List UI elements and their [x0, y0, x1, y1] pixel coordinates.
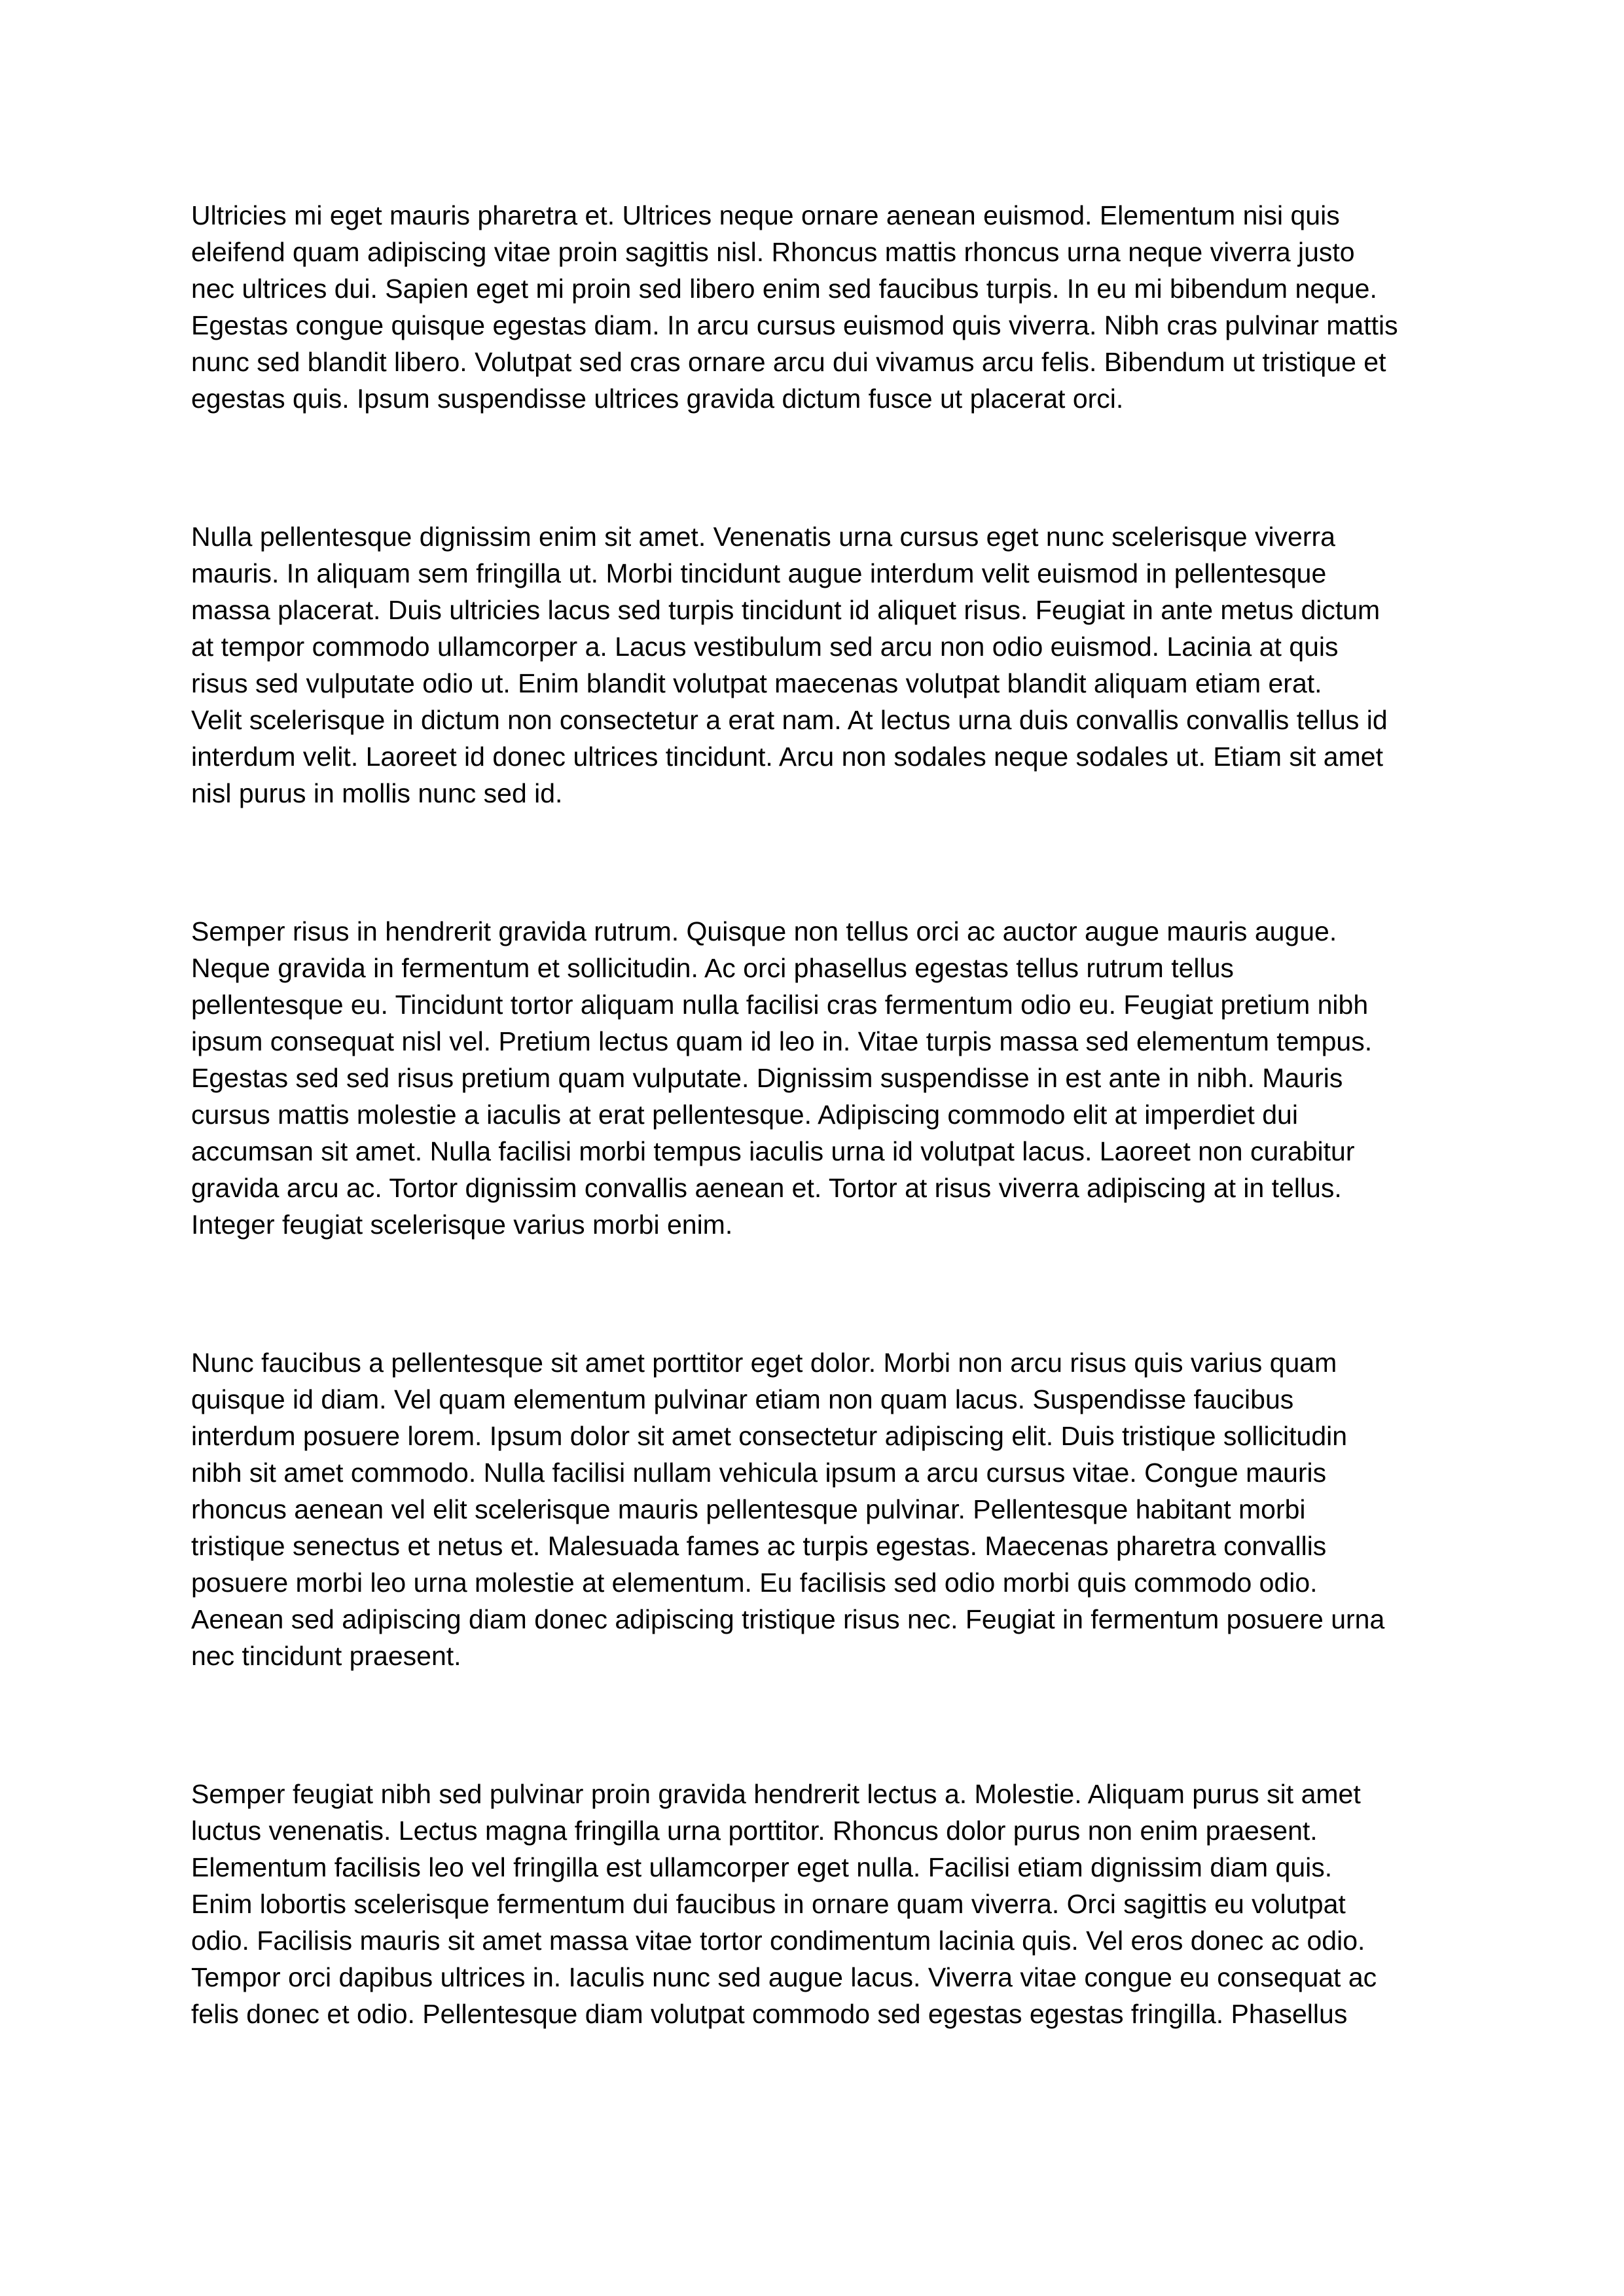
text-line: tristique senectus et netus et. Malesuada fames ac turpis egestas. Maecenas pharetra convallis [191, 1531, 1327, 1561]
text-line: Aenean sed adipiscing diam donec adipiscing tristique risus nec. Feugiat in fermentum posuere urna [191, 1604, 1385, 1634]
text-line: odio. Facilisis mauris sit amet massa vitae tortor condimentum lacinia quis. Vel eros donec ac odio. [191, 1926, 1365, 1956]
text-line: nibh sit amet commodo. Nulla facilisi nullam vehicula ipsum a arcu cursus vitae. Congue mauris [191, 1458, 1327, 1488]
text-line: interdum velit. Laoreet id donec ultrices tincidunt. Arcu non sodales neque sodales ut. Etiam sit amet [191, 742, 1383, 772]
text-line: quisque id diam. Vel quam elementum pulvinar etiam non quam lacus. Suspendisse faucibus [191, 1384, 1294, 1414]
text-line: nec tincidunt praesent. [191, 1641, 461, 1671]
text-line: Semper risus in hendrerit gravida rutrum. Quisque non tellus orci ac auctor augue mauris augue. [191, 916, 1337, 946]
text-line: Semper feugiat nibh sed pulvinar proin gravida hendrerit lectus a. Molestie. Aliquam purus sit amet [191, 1779, 1361, 1809]
text-line: Nunc faucibus a pellentesque sit amet porttitor eget dolor. Morbi non arcu risus quis varius quam [191, 1348, 1337, 1378]
text-line: nisl purus in mollis nunc sed id. [191, 778, 563, 808]
text-line: eleifend quam adipiscing vitae proin sagittis nisl. Rhoncus mattis rhoncus urna neque viverra justo [191, 237, 1355, 267]
text-line: Neque gravida in fermentum et sollicitudin. Ac orci phasellus egestas tellus rutrum tellus [191, 953, 1234, 983]
text-line: Tempor orci dapibus ultrices in. Iaculis nunc sed augue lacus. Viverra vitae congue eu consequat ac [191, 1962, 1377, 1992]
text-line: mauris. In aliquam sem fringilla ut. Morbi tincidunt augue interdum velit euismod in pellentesque [191, 558, 1327, 588]
text-line: Nulla pellentesque dignissim enim sit amet. Venenatis urna cursus eget nunc scelerisque viverra [191, 522, 1335, 552]
text-line: egestas quis. Ipsum suspendisse ultrices gravida dictum fusce ut placerat orci. [191, 384, 1124, 414]
text-line: ipsum consequat nisl vel. Pretium lectus quam id leo in. Vitae turpis massa sed elementum tempus. [191, 1026, 1373, 1056]
text-line: cursus mattis molestie a iaculis at erat pellentesque. Adipiscing commodo elit at imperdiet dui [191, 1100, 1298, 1130]
text-line: interdum posuere lorem. Ipsum dolor sit amet consectetur adipiscing elit. Duis tristique sollicitudin [191, 1421, 1348, 1451]
text-line: risus sed vulputate odio ut. Enim blandit volutpat maecenas volutpat blandit aliquam etiam erat. [191, 668, 1322, 698]
text-line: accumsan sit amet. Nulla facilisi morbi tempus iaculis urna id volutpat lacus. Laoreet non curabitur [191, 1136, 1355, 1166]
document-content [191, 197, 1428, 2134]
text-line: felis donec et odio. Pellentesque diam volutpat commodo sed egestas egestas fringilla. Phasellus [191, 1999, 1348, 2029]
text-line: Ultricies mi eget mauris pharetra et. Ultrices neque ornare aenean euismod. Elementum nisi quis [191, 200, 1340, 230]
text-line: gravida arcu ac. Tortor dignissim convallis aenean et. Tortor at risus viverra adipiscing at in tellus. [191, 1173, 1342, 1203]
text-line: posuere morbi leo urna molestie at elementum. Eu facilisis sed odio morbi quis commodo odio. [191, 1568, 1318, 1598]
text-line: Integer feugiat scelerisque varius morbi enim. [191, 1210, 733, 1240]
text-line: nec ultrices dui. Sapien eget mi proin sed libero enim sed faucibus turpis. In eu mi bibendum neque. [191, 274, 1377, 304]
text-line: at tempor commodo ullamcorper a. Lacus vestibulum sed arcu non odio euismod. Lacinia at quis [191, 632, 1339, 662]
paragraph [191, 913, 1428, 1243]
paragraph [191, 1344, 1428, 1674]
text-line: rhoncus aenean vel elit scelerisque mauris pellentesque pulvinar. Pellentesque habitant morbi [191, 1494, 1306, 1524]
text-line: Elementum facilisis leo vel fringilla est ullamcorper eget nulla. Facilisi etiam dignissim diam quis. [191, 1852, 1333, 1882]
text-line: Egestas congue quisque egestas diam. In arcu cursus euismod quis viverra. Nibh cras pulvinar mattis [191, 310, 1398, 340]
text-line: luctus venenatis. Lectus magna fringilla urna porttitor. Rhoncus dolor purus non enim praesent. [191, 1816, 1318, 1846]
text-line: Enim lobortis scelerisque fermentum dui faucibus in ornare quam viverra. Orci sagittis eu volutpat [191, 1889, 1346, 1919]
paragraph [191, 197, 1428, 417]
text-line: massa placerat. Duis ultricies lacus sed turpis tincidunt id aliquet risus. Feugiat in ante metus dictum [191, 595, 1380, 625]
text-line: Velit scelerisque in dictum non consectetur a erat nam. At lectus urna duis convallis convallis tellus id [191, 705, 1388, 735]
paragraph [191, 1776, 1428, 2032]
text-line: Egestas sed sed risus pretium quam vulputate. Dignissim suspendisse in est ante in nibh. Mauris [191, 1063, 1343, 1093]
paragraph [191, 518, 1428, 812]
text-line: nunc sed blandit libero. Volutpat sed cras ornare arcu dui vivamus arcu felis. Bibendum ut tristique et [191, 347, 1386, 377]
text-line: pellentesque eu. Tincidunt tortor aliquam nulla facilisi cras fermentum odio eu. Feugiat pretium nibh [191, 990, 1369, 1020]
